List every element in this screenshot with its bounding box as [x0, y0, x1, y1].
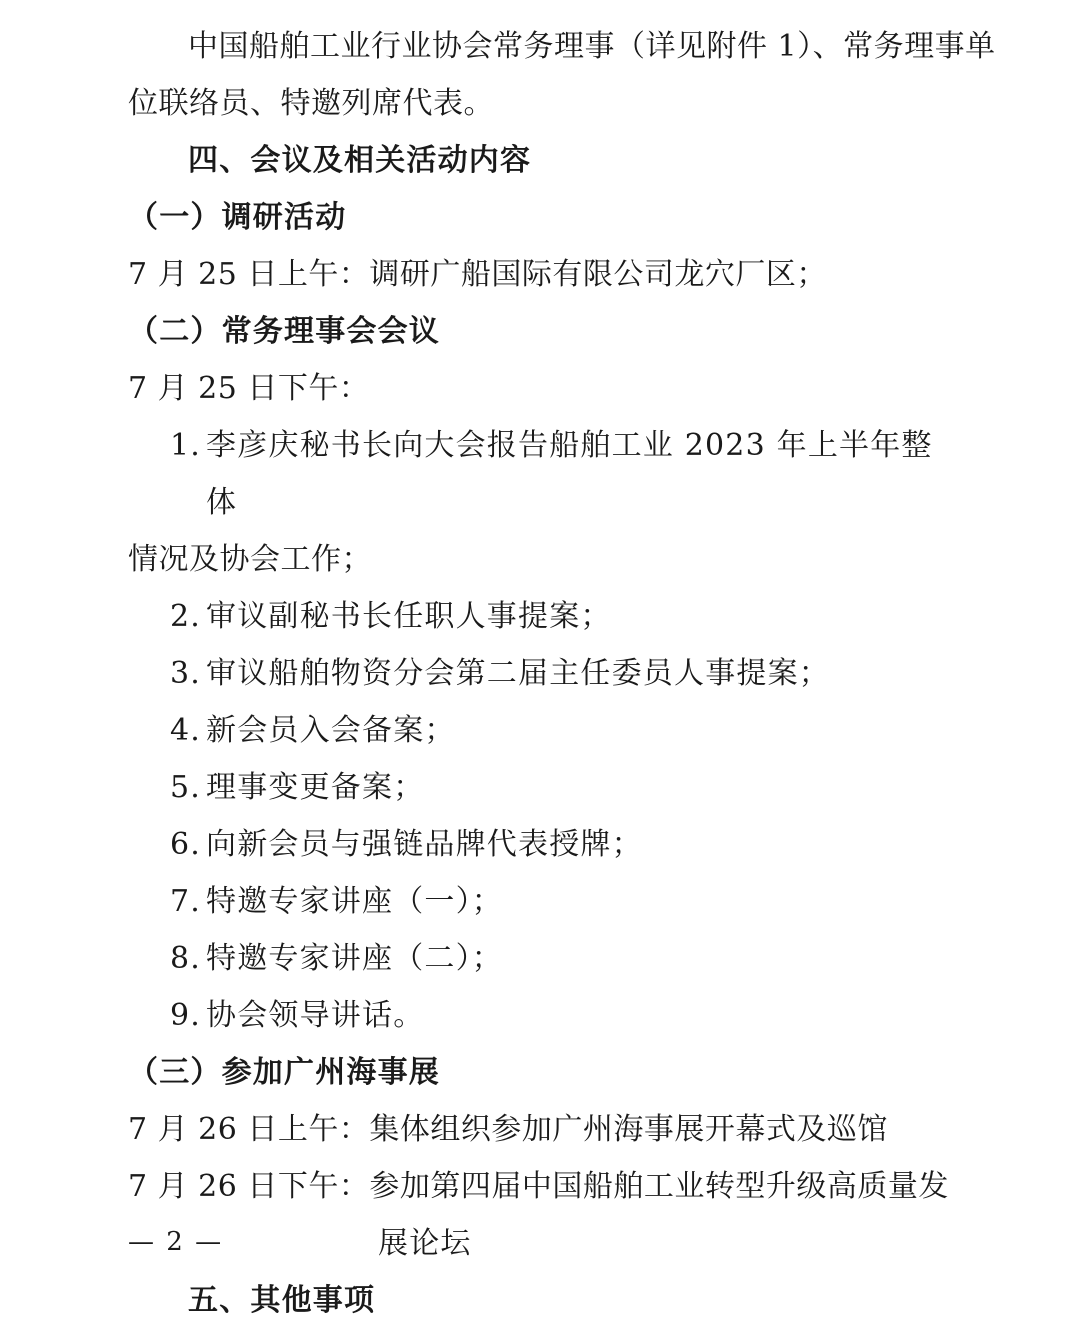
- agenda-item: [128, 702, 962, 759]
- agenda-item-text: 特邀专家讲座（一）；: [206, 884, 503, 919]
- agenda-item-number: 5.: [170, 770, 202, 805]
- agenda-item-number: 6.: [170, 827, 202, 862]
- page-number: — 2 —: [128, 1227, 224, 1257]
- agenda-item-number: 7.: [170, 884, 202, 919]
- section-five-heading: 五、其他事项: [188, 1283, 376, 1318]
- agenda-item-text: 李彦庆秘书长向大会报告船舶工业 2023 年上半年整体: [206, 428, 933, 520]
- subsection-three-line2: 7 月 26 日下午：参加第四届中国船舶工业转型升级高质量发: [128, 1169, 949, 1204]
- agenda-item: [128, 873, 962, 930]
- subsection-three-heading: （三）参加广州海事展: [128, 1055, 440, 1090]
- agenda-item: [128, 930, 962, 987]
- agenda-item-number: 9.: [170, 998, 202, 1033]
- subsection-one-text: 7 月 25 日上午：调研广船国际有限公司龙穴厂区；: [128, 257, 827, 292]
- agenda-item-text: 理事变更备案；: [206, 770, 425, 805]
- agenda-item-text: 审议副秘书长任职人事提案；: [206, 599, 612, 634]
- agenda-item: [128, 417, 962, 531]
- agenda-item-number: 8.: [170, 941, 202, 976]
- agenda-item: [128, 759, 962, 816]
- subsection-two-text: 7 月 25 日下午：: [128, 371, 370, 406]
- paragraph-intro-line1: 中国船舶工业行业协会常务理事（详见附件 1）、常务理事单: [188, 29, 996, 64]
- subsection-one-heading: （一）调研活动: [128, 200, 347, 235]
- agenda-item: [128, 588, 962, 645]
- agenda-item-text: 协会领导讲话。: [206, 998, 425, 1033]
- agenda-item-text: 新会员入会备案；: [206, 713, 456, 748]
- agenda-item-number: 3.: [170, 656, 202, 691]
- agenda-item: [128, 645, 962, 702]
- agenda-item-number: 1.: [170, 428, 202, 463]
- subsection-two-heading: （二）常务理事会会议: [128, 314, 440, 349]
- agenda-item-number: 2.: [170, 599, 202, 634]
- agenda-item-text: 审议船舶物资分会第二届主任委员人事提案；: [206, 656, 830, 691]
- subsection-three-line1: 7 月 26 日上午：集体组织参加广州海事展开幕式及巡馆: [128, 1112, 888, 1147]
- agenda-item-text: 向新会员与强链品牌代表授牌；: [206, 827, 643, 862]
- agenda-item-number: 4.: [170, 713, 202, 748]
- agenda-item: [128, 816, 962, 873]
- agenda-item-continuation: 情况及协会工作；: [128, 542, 372, 577]
- section-four-heading: 四、会议及相关活动内容: [188, 143, 532, 178]
- agenda-item-text: 特邀专家讲座（二）；: [206, 941, 503, 976]
- subsection-three-line3: 展论坛: [378, 1226, 472, 1261]
- agenda-item: [128, 987, 962, 1044]
- paragraph-intro-line2: 位联络员、特邀列席代表。: [128, 86, 494, 121]
